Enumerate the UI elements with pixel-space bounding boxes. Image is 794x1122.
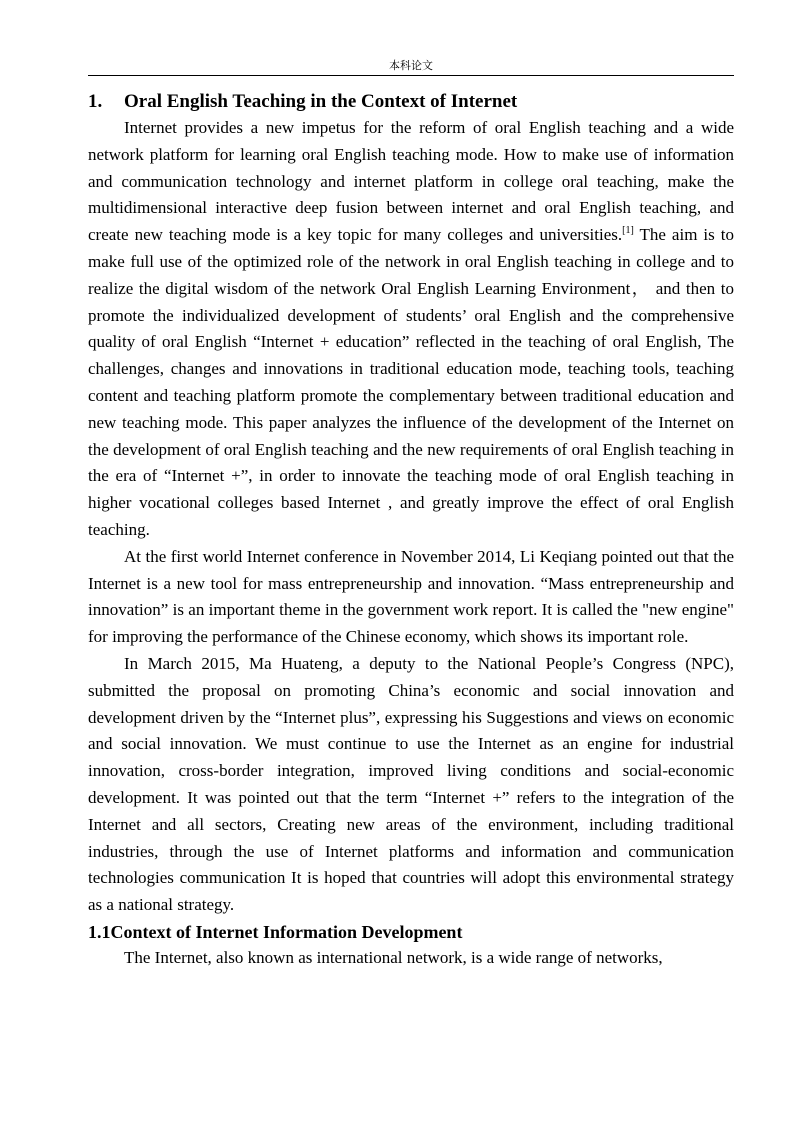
section-heading bbox=[88, 89, 734, 115]
paragraph-text: Internet provides a new impetus for the reform of oral English teaching and a wide network platform for learning oral English teaching mode. How to make use of information and communication technology and internet platform in college oral teaching, make the multidimensional interactive deep fusion between internet and oral English teaching, and create new teaching mode is a key topic for many colleges and universities. bbox=[88, 118, 734, 245]
section-title: Oral English Teaching in the Context of Internet bbox=[124, 91, 518, 112]
paragraph-conference: At the first world Internet conference in November 2014, Li Keqiang pointed out that the Internet is a new tool for mass entrepreneurship and innovation. “Mass entrepreneurship and innovation” is an important theme in the government work report. It is called the "new engine" for improving the performance of the Chinese economy, which shows its important role. bbox=[88, 546, 734, 647]
paragraph-proposal: In March 2015, Ma Huateng, a deputy to the National People’s Congress (NPC), submitted the proposal on promoting China’s economic and social innovation and development driven by the “Internet plus”, expressing his Suggestions and views on economic and social innovation. We must continue to use the Internet as an engine for industrial innovation, cross-border integration, improved living conditions and social-economic development. It was pointed out that the term “Internet +” refers to the integration of the Internet and all sectors, Creating new areas of the environment, including traditional industries, through the use of Internet platforms and information and communication technologies communication It is hoped that countries will adopt this environmental strategy as a national strategy. bbox=[88, 653, 734, 915]
paragraph-internet-definition: The Internet, also known as international network, is a wide range of networks, bbox=[124, 947, 663, 967]
subsection-heading: 1.1Context of Internet Information Development bbox=[88, 921, 463, 942]
running-header: 本科论文 bbox=[389, 59, 433, 72]
paragraph-intro bbox=[88, 115, 734, 544]
header-divider bbox=[88, 75, 734, 76]
page-body bbox=[88, 89, 734, 972]
paragraph-text: The aim is to make full use of the optimized role of the network in oral English teaching in college and to realize the digital wisdom of the network Oral English Learning Environment， and then to promote the individualized development of students’ oral English and the comprehensive quality of oral English “Internet + education” reflected in the teaching of oral English, The challenges, changes and innovations in traditional education mode, teaching tools, teaching content and teaching platform promote the complementary between traditional education and new teaching mode. This paper analyzes the influence of the development of the Internet on the development of oral English teaching and the new requirements of oral English teaching in the era of “Internet +”, in order to innovate the teaching mode of oral English teaching in higher vocational colleges based Internet , and greatly improve the effect of oral English teaching. bbox=[88, 225, 734, 539]
citation-reference: [1] bbox=[622, 225, 634, 237]
section-number: 1. bbox=[88, 91, 103, 112]
